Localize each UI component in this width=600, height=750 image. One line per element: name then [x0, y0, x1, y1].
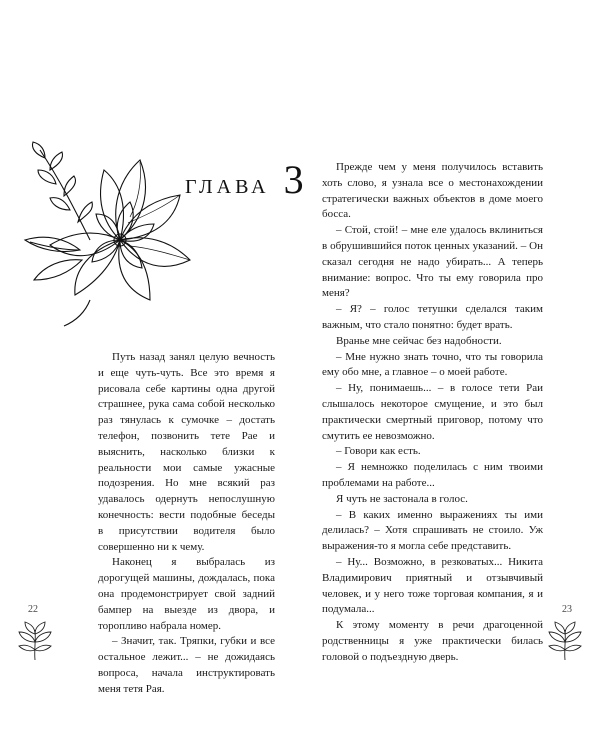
paragraph: – Ну, понимаешь... – в голосе тети Раи слышалось некоторое смущение, и это был практически смертный приговор, потому что смутить ее невозможно.: [322, 382, 543, 442]
right-page: [300, 0, 600, 750]
paragraph: – Стой, стой! – мне еле удалось вклиниться в обрушившийся поток ценных указаний. – Он сказал сегодня не надо убирать... А теперь внимание: вопрос. Что ты ему говорила про меня?: [322, 224, 543, 300]
paragraph: К этому моменту в речи драгоценной родственницы я уже практически билась головой о подъездную дверь.: [322, 619, 543, 663]
paragraph: – В каких именно выражениях ты ими делилась? – Хотя спрашивать не стоило. Уж выражения-то я могла себе представить.: [322, 508, 543, 553]
paragraph: Путь назад занял целую вечность и еще чуть-чуть. Все это время я рисовала себе картины одна другой страшнее, рука сама собой несколько раз тянулась к сумочке – достать телефон, позвонить тете Рае и выяснить, насколько близки к реальности мои самые ужасные подозрения. Но мне всякий раз удавалось одернуть непослушную конечность: вести подобные беседы в присутствии водителя было совершенно ни к чему.: [98, 351, 275, 553]
paragraph: Я чуть не застонала в голос.: [336, 492, 468, 505]
left-page-text: [98, 350, 275, 698]
paragraph: – Говори как есть.: [336, 445, 421, 458]
paragraph: – Я? – голос тетушки сделался таким важным, что стало понятно: будет врать.: [322, 303, 543, 331]
chapter-word: ГЛАВА: [185, 176, 270, 198]
floral-ornament-icon: [544, 620, 586, 662]
chapter-number: 3: [283, 157, 307, 202]
page-number-left: 22: [28, 604, 38, 615]
flower-illustration: [20, 140, 195, 330]
paragraph: Наконец я выбралась из дорогущей машины, дождалась, пока она продемонстрирует свой задний бампер на выезде из двора, и торопливо набрала номер.: [98, 556, 275, 632]
paragraph: – Значит, так. Тряпки, губки и все остальное лежит... – не дожидаясь вопроса, начала инструктировать меня тетя Рая.: [98, 635, 275, 695]
paragraph: Вранье мне сейчас без надобности.: [336, 334, 502, 347]
floral-ornament-icon: [14, 620, 56, 662]
paragraph: Прежде чем у меня получилось вставить хоть слово, я узнала все о местонахождении стратегически важных объектов в доме моего босса.: [322, 161, 543, 221]
page-number-right: 23: [562, 604, 572, 615]
paragraph: – Ну... Возможно, в резковатых... Никита Владимирович приятный и отзывчивый человек, и у него тоже торговая компания, я и подумала...: [322, 555, 543, 616]
chapter-heading: [185, 157, 307, 202]
paragraph: – Я немножко поделилась с ним твоими проблемами на работе...: [322, 461, 543, 489]
right-page-text: [322, 160, 543, 666]
paragraph: – Мне нужно знать точно, что ты говорила ему обо мне, а главное – о моей работе.: [322, 350, 543, 379]
